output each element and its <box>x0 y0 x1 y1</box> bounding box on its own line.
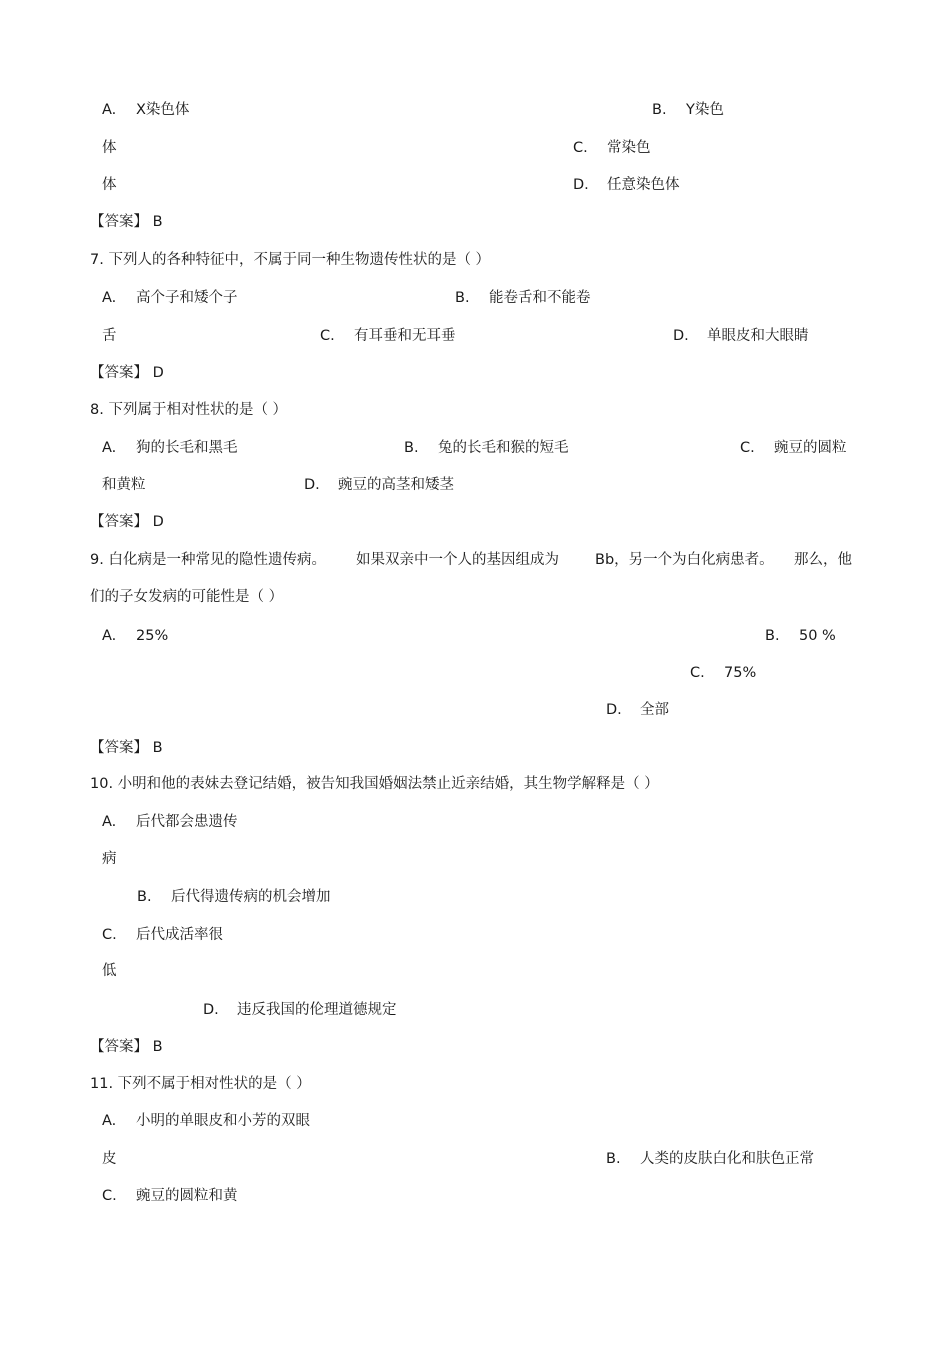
q8-answer: 【答案】 D <box>90 514 164 530</box>
q8-option-c: C. 豌豆的圆粒 <box>740 440 847 456</box>
q7-option-c: C. 有耳垂和无耳垂 <box>320 328 456 344</box>
q6-option-b: B. Y染色 <box>652 102 724 118</box>
q9-option-d: D. 全部 <box>606 702 669 718</box>
q9-option-c: C. 75% <box>690 665 757 681</box>
q6-option-d: D. 任意染色体 <box>573 177 680 193</box>
q6-option-b-wrap: 体 <box>102 140 117 156</box>
q7-option-d: D. 单眼皮和大眼睛 <box>673 328 809 344</box>
q11-option-a: A. 小明的单眼皮和小芳的双眼 <box>102 1113 310 1129</box>
q7-option-b-wrap: 舌 <box>102 328 117 344</box>
q8-option-c-wrap: 和黄粒 <box>102 477 146 493</box>
q9-stem-part3: Bb，另一个为白化病患者。 <box>595 552 774 568</box>
q6-answer: 【答案】 B <box>90 214 163 230</box>
q7-answer: 【答案】 D <box>90 365 164 381</box>
q9-stem-part1: 9. 白化病是一种常见的隐性遗传病。 <box>90 552 326 568</box>
q7-stem: 7. 下列人的各种特征中，不属于同一种生物遗传性状的是（ ） <box>90 252 491 268</box>
q9-option-a: A. 25% <box>102 628 169 644</box>
q10-option-a-wrap: 病 <box>102 851 117 867</box>
q7-option-a: A. 高个子和矮个子 <box>102 290 238 306</box>
q10-stem: 10. 小明和他的表妹去登记结婚，被告知我国婚姻法禁止近亲结婚，其生物学解释是（ ） <box>90 776 659 792</box>
q9-answer: 【答案】 B <box>90 740 163 756</box>
q9-option-b: B. 50 % <box>765 628 836 644</box>
q8-option-b: B. 兔的长毛和猴的短毛 <box>404 440 569 456</box>
q9-stem-part4: 那么，他 <box>794 552 852 568</box>
q11-option-c: C. 豌豆的圆粒和黄 <box>102 1188 238 1204</box>
q8-option-d: D. 豌豆的高茎和矮茎 <box>304 477 454 493</box>
q10-option-c: C. 后代成活率很 <box>102 927 223 943</box>
q11-option-a-wrap: 皮 <box>102 1151 117 1167</box>
q10-answer: 【答案】 B <box>90 1039 163 1055</box>
q6-option-c: C. 常染色 <box>573 140 651 156</box>
q9-stem-line2: 们的子女发病的可能性是（ ） <box>90 589 284 605</box>
q6-option-c-wrap: 体 <box>102 177 117 193</box>
q6-option-a: A. X染色体 <box>102 102 190 118</box>
q9-stem-part2: 如果双亲中一个人的基因组成为 <box>356 552 559 568</box>
q7-option-b: B. 能卷舌和不能卷 <box>455 290 591 306</box>
q10-option-c-wrap: 低 <box>102 963 117 979</box>
q11-stem: 11. 下列不属于相对性状的是（ ） <box>90 1076 311 1092</box>
q11-option-b: B. 人类的皮肤白化和肤色正常 <box>606 1151 814 1167</box>
q10-option-a: A. 后代都会患遗传 <box>102 814 238 830</box>
q10-option-d: D. 违反我国的伦理道德规定 <box>203 1002 397 1018</box>
q10-option-b: B. 后代得遗传病的机会增加 <box>137 889 331 905</box>
q8-stem: 8. 下列属于相对性状的是（ ） <box>90 402 288 418</box>
q8-option-a: A. 狗的长毛和黑毛 <box>102 440 238 456</box>
